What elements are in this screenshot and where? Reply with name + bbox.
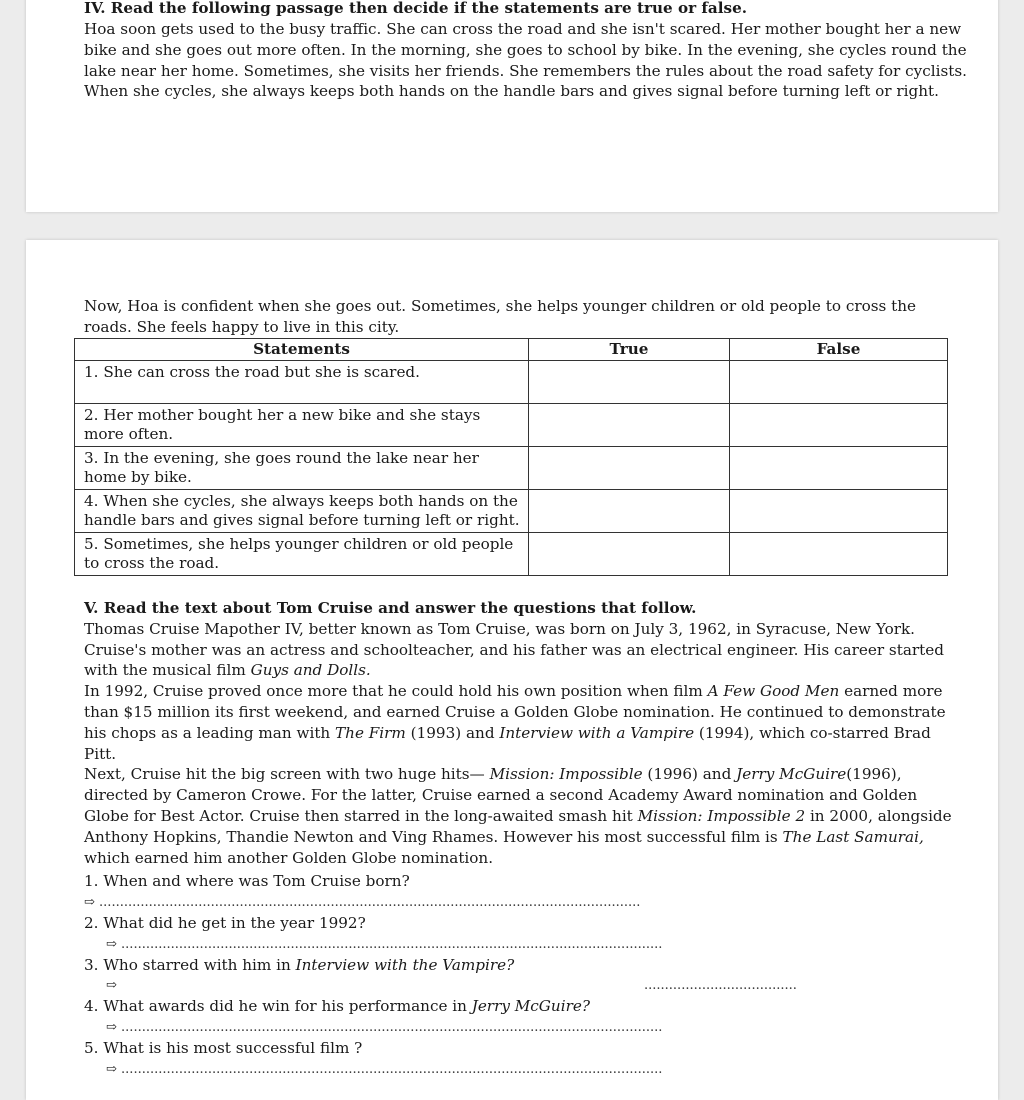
true-cell-2[interactable]	[529, 404, 730, 447]
answer-line-2[interactable]: ⇨ ...................................................................................................................................	[84, 934, 984, 955]
answer-line-3[interactable]: ⇨ .....................................	[84, 975, 984, 996]
false-cell-2[interactable]	[730, 404, 948, 447]
passage-part-1: Hoa soon gets used to the busy traffic. She can cross the road and she isn't scared. Her mother bought her a new bike and she goes out more often. In the morning, she goes to school by bike. In the evening, she cycles round the lake near her home. Sometimes, she visits her friends. She remembers the rules about the road safety for cyclists. When she cycles, she always keeps both hands on the handle bars and gives signal before turning left or right.	[84, 20, 967, 101]
question-2: 2. What did he get in the year 1992?	[84, 913, 366, 932]
true-cell-5[interactable]	[529, 533, 730, 576]
header-statements: Statements	[75, 339, 529, 361]
table-row	[75, 404, 948, 447]
worksheet-page-1	[26, 0, 998, 212]
true-cell-3[interactable]	[529, 447, 730, 490]
question-1: 1. When and where was Tom Cruise born?	[84, 872, 410, 890]
arrow-icon: ⇨	[106, 1061, 117, 1077]
arrow-icon: ⇨	[106, 1020, 117, 1036]
question-5: 5. What is his most successful film ?	[84, 1039, 363, 1058]
false-cell-3[interactable]	[730, 447, 948, 490]
table-row	[75, 447, 948, 490]
header-true: True	[529, 339, 730, 361]
false-cell-5[interactable]	[730, 533, 948, 576]
false-cell-4[interactable]	[730, 490, 948, 533]
table-header-row	[75, 339, 948, 361]
tom-cruise-paragraph-2: In 1992, Cruise proved once more that he could hold his own position when film A Few Good Men earned more than $15 million its first weekend, and earned Cruise a Golden Globe nomination. He continued to demonstrate his chops as a leading man with The Firm (1993) and Interview with a Vampire (1994), which co-starred Brad Pitt.	[84, 682, 946, 763]
section-5-heading: V. Read the text about Tom Cruise and answer the questions that follow.	[84, 599, 697, 617]
false-cell-1[interactable]	[730, 361, 948, 404]
table-row	[75, 361, 948, 404]
answer-line-1[interactable]: ⇨ ...................................................................................................................................	[84, 892, 984, 913]
questions-list	[84, 871, 984, 1080]
question-3: 3. Who starred with him in Interview with the Vampire?	[84, 955, 515, 974]
passage-part-2: Now, Hoa is confident when she goes out. Sometimes, she helps younger children or old people to cross the roads. She feels happy to live in this city.	[84, 297, 917, 336]
statement-4: 4. When she cycles, she always keeps both hands on the handle bars and gives signal before turning left or right.	[75, 490, 529, 533]
table-row	[75, 490, 948, 533]
answer-line-4[interactable]: ⇨ ...................................................................................................................................	[84, 1017, 984, 1038]
statement-5: 5. Sometimes, she helps younger children or old people to cross the road.	[75, 533, 529, 576]
true-false-table	[74, 338, 948, 576]
header-false: False	[730, 339, 948, 361]
arrow-icon: ⇨	[84, 894, 95, 910]
section-5	[84, 598, 964, 868]
statement-3: 3. In the evening, she goes round the lake near her home by bike.	[75, 447, 529, 490]
true-cell-4[interactable]	[529, 490, 730, 533]
statement-1: 1. She can cross the road but she is scared.	[75, 361, 529, 404]
statement-2: 2. Her mother bought her a new bike and she stays more often.	[75, 404, 529, 447]
question-4: 4. What awards did he win for his performance in Jerry McGuire?	[84, 997, 590, 1016]
arrow-icon: ⇨	[106, 978, 117, 994]
tom-cruise-paragraph-1: Thomas Cruise Mapother IV, better known as Tom Cruise, was born on July 3, 1962, in Syracuse, New York. Cruise's mother was an actress and schoolteacher, and his father was an electrical engineer. His career started with the musical film Guys and Dolls.	[84, 619, 944, 680]
section-4-heading: IV. Read the following passage then decide if the statements are true or false.	[84, 0, 748, 17]
true-cell-1[interactable]	[529, 361, 730, 404]
worksheet-page-2	[26, 240, 998, 1100]
tom-cruise-paragraph-3: Next, Cruise hit the big screen with two huge hits— Mission: Impossible (1996) and Jerry McGuire(1996), directed by Cameron Crowe. For the latter, Cruise earned a second Academy Award nomination and Golden Globe for Best Actor. Cruise then starred in the long-awaited smash hit Mission: Impossible 2 in 2000, alongside Anthony Hopkins, Thandie Newton and Ving Rhames. However his most successful film is The Last Samurai, which earned him another Golden Globe nomination.	[84, 765, 952, 867]
table-row	[75, 533, 948, 576]
answer-line-5[interactable]: ⇨ ...................................................................................................................................	[84, 1059, 984, 1080]
arrow-icon: ⇨	[106, 936, 117, 952]
